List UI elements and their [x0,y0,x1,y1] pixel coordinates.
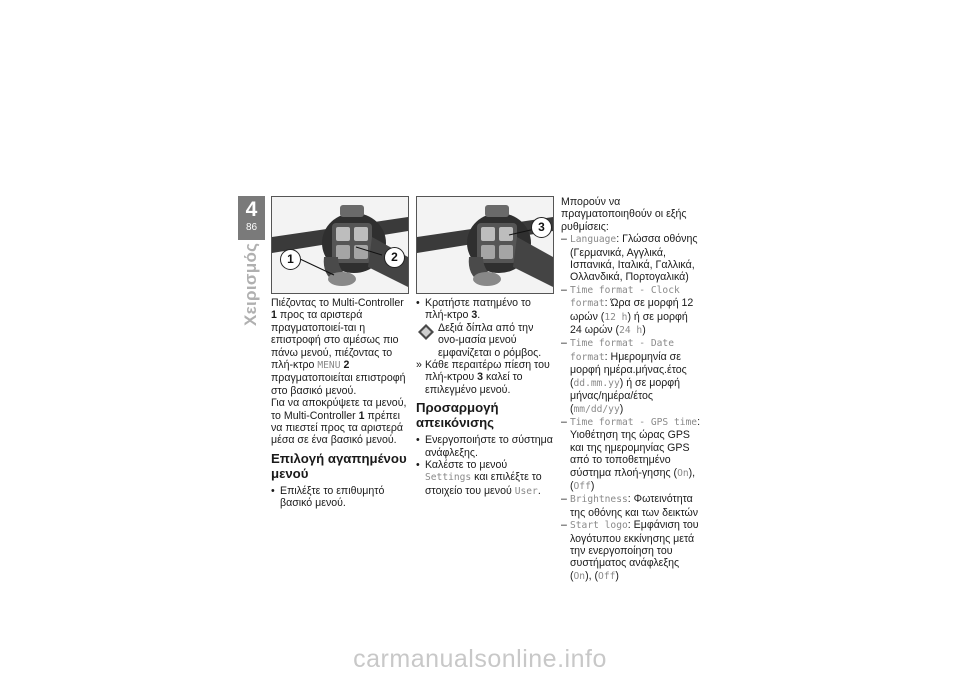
col2-bullet-2: • Ενεργοποιήστε το σύστημα ανάφλεξης. [416,434,554,459]
col1-paragraph-1: Πιέζοντας το Multi-Controller 1 προς τα αριστερά πραγματοποιεί-ται η επιστροφή στο αμέσως πιο πάνω μενού, πιέζοντας το πλή-κτρο MENU 2 πραγματοποιείται επιστροφή στο βασικό μενού. [271,297,406,397]
callout-2: 2 [384,247,405,268]
chapter-number: 4 [245,198,258,221]
chapter-sidebar [238,196,265,346]
callout-3: 3 [531,217,552,238]
watermark: carmanualsonline.info [353,645,607,673]
setting-item-gps-time: – Time format - GPS time: Υιοθέτηση της ώρας GPS και της ημερομηνίας GPS από το τοποθετημένο σύστημα πλοή-γησης (On), (Off) [561,416,701,493]
setting-item-date-format: – Time format - Date format: Ημερομηνία σε μορφή ημέρα.μήνας.έτος (dd.mm.yy) ή σε μορφή μήνας/ημέρα/έτος (mm/dd/yy) [561,337,701,415]
col2-bullet-1: • Κρατήστε πατημένο το πλή-κτρο 3. [416,297,554,322]
handlebar-controls-photo-2 [416,196,554,294]
handlebar-controls-photo-1 [271,196,409,294]
menu-key-label: MENU [317,360,341,372]
setting-item-start-logo: – Start logo: Εμφάνιση του λογότυπου εκκίνησης μετά την ενεργοποίηση του συστήματος ανάφλεξης (On), (Off) [561,519,701,583]
setting-item-clock-format: – Time format - Clock format: Ώρα σε μορφή 12 ωρών (12 h) ή σε μορφή 24 ωρών (24 h) [561,284,701,338]
col1-paragraph-2: Για να αποκρύψετε τα μενού, το Multi-Controller 1 πρέπει να πιεστεί προς τα αριστερά μέσα σε ένα βασικό μενού. [271,397,407,447]
favorite-menu-heading: Επιλογή αγαπημένου μενού [271,450,407,481]
col1-bullet-1: • Επιλέξτε το επιθυμητό βασικό μενού. [271,485,409,510]
settings-intro: Μπορούν να πραγματοποιηθούν οι εξής ρυθμίσεις: [561,196,687,233]
diamond-info-icon [418,324,434,340]
callout-1: 1 [280,249,301,270]
column-1 [271,196,409,510]
info-note: Δεξιά δίπλα από την ονο-μασία μενού εμφανίζεται ο ρόμβος. [416,322,554,359]
setting-item-brightness: – Brightness: Φωτεινότητα της οθόνης και των δεικτών [561,493,701,519]
display-settings-heading: Προσαρμογή απεικόνισης [416,400,499,431]
setting-item-language: – Language: Γλώσσα οθόνης (Γερμανικά, Αγγλικά, Ισπανικά, Ιταλικά, Γαλλικά, Ολλανδικά, Πορτογαλικά) [561,233,701,284]
column-3 [561,196,701,583]
chapter-label: Χειρισμός [241,242,260,326]
page-number: 86 [245,222,258,233]
chapter-tab [238,196,265,240]
col2-bullet-3: • Καλέστε το μενού Settings και επιλέξτε το στοιχείο του μενού User. [416,459,554,498]
column-2 [416,196,554,498]
col2-result: » Κάθε περαιτέρω πίεση του πλή-κτρου 3 καλεί το επιλεγμένο μενού. [416,359,554,396]
